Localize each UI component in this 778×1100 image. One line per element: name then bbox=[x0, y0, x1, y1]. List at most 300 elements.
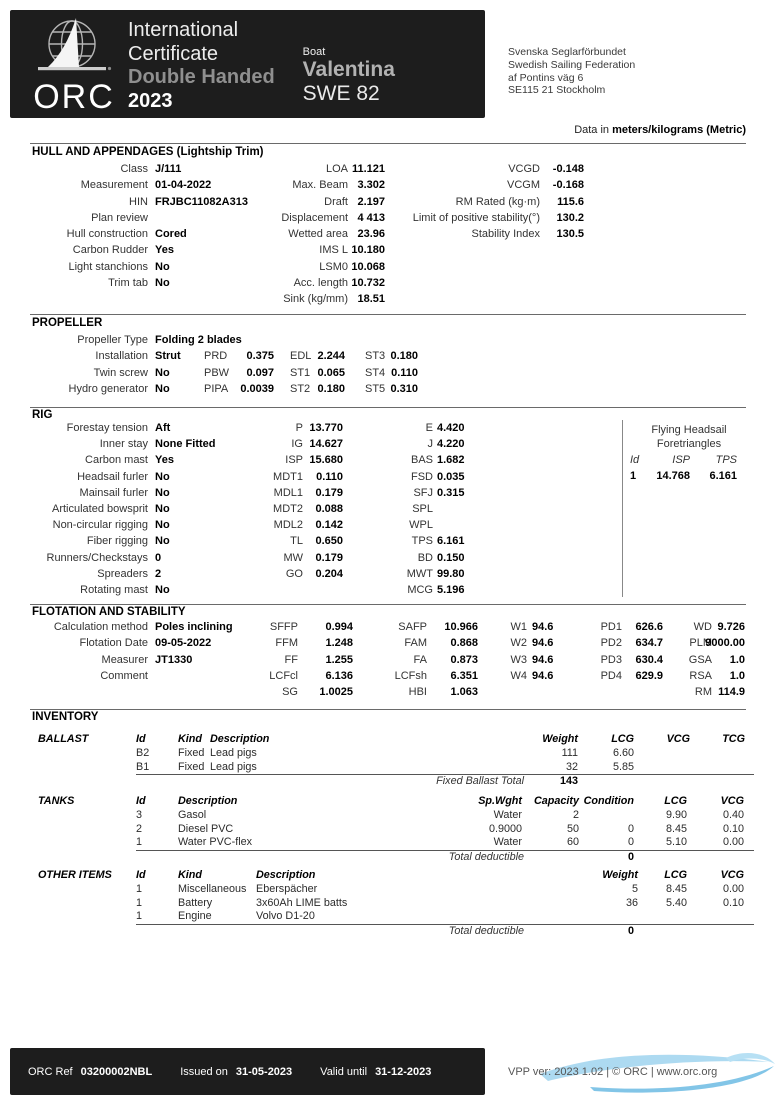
field-value: J/111 bbox=[155, 163, 182, 175]
field-value: 10.180 bbox=[351, 244, 385, 257]
issued-label: Issued on bbox=[180, 1065, 228, 1078]
field-label: Measurer bbox=[101, 653, 148, 666]
field-label: W4 bbox=[510, 669, 527, 682]
field-value: 94.6 bbox=[532, 669, 554, 682]
cell-vcg: 0.10 bbox=[722, 822, 744, 835]
field-value: 0.204 bbox=[315, 567, 343, 580]
field-value: 0.0039 bbox=[240, 382, 274, 395]
tanks-row bbox=[32, 823, 756, 837]
cell-id: 1 bbox=[136, 896, 143, 909]
field-label: ISP bbox=[285, 454, 303, 467]
flotation-row bbox=[32, 670, 746, 686]
hull-row bbox=[32, 277, 746, 293]
rig-section-title: RIG bbox=[32, 409, 53, 421]
field-value: 10.966 bbox=[444, 621, 478, 633]
field-value: 11.121 bbox=[351, 163, 385, 175]
field-value: No bbox=[155, 366, 170, 379]
field-value: 1.0 bbox=[729, 669, 745, 682]
field-value: 0.110 bbox=[316, 470, 343, 483]
section-propeller bbox=[32, 317, 746, 399]
field-label: ST2 bbox=[290, 382, 311, 395]
orc-logo-text: ORC bbox=[33, 78, 115, 116]
column-header: LCG bbox=[664, 869, 687, 881]
field-value: 0.179 bbox=[315, 551, 343, 564]
fh-value-id: 1 bbox=[630, 470, 637, 482]
address-line: af Pontins väg 6 bbox=[508, 71, 584, 84]
field-label: Comment bbox=[100, 669, 148, 682]
field-label: W3 bbox=[510, 653, 527, 666]
certificate-title-line: 2023 bbox=[128, 89, 173, 112]
field-value: Aft bbox=[155, 422, 171, 434]
hull-row bbox=[32, 261, 746, 277]
column-header: Id bbox=[136, 869, 146, 881]
cell-lcg: 8.45 bbox=[665, 883, 687, 895]
field-value: No bbox=[155, 502, 170, 515]
address-line: SE115 21 Stockholm bbox=[508, 84, 606, 97]
cell-kind: Miscellaneous bbox=[178, 883, 247, 895]
field-label: VCGD bbox=[508, 163, 540, 175]
column-header: Kind bbox=[178, 733, 202, 745]
field-value: 115.6 bbox=[557, 195, 584, 208]
field-value: 01-04-2022 bbox=[155, 179, 212, 192]
field-label: Propeller Type bbox=[77, 334, 148, 346]
hull-section-title: HULL AND APPENDAGES (Lightship Trim) bbox=[32, 146, 264, 158]
tanks-label: TANKS bbox=[38, 795, 75, 807]
field-label: WD bbox=[693, 621, 712, 633]
flotation-row bbox=[32, 686, 746, 702]
cell-vcg: 0.00 bbox=[722, 836, 744, 848]
cell-description: Volvo D1-20 bbox=[256, 910, 315, 922]
other-items-header-row bbox=[32, 869, 756, 883]
field-value: 10.068 bbox=[351, 260, 385, 273]
valid-label: Valid until bbox=[320, 1065, 368, 1078]
field-label: SPL bbox=[412, 502, 433, 515]
field-label: BD bbox=[417, 551, 433, 564]
field-value: 0.150 bbox=[437, 551, 465, 564]
certificate-title bbox=[128, 10, 275, 118]
rig-row bbox=[32, 535, 746, 551]
cell-lcg: 9.90 bbox=[665, 809, 687, 821]
cell-id: 1 bbox=[136, 910, 143, 922]
column-header: Id bbox=[136, 795, 146, 807]
metric-note bbox=[446, 124, 746, 136]
field-value: 1.0025 bbox=[319, 686, 353, 699]
field-label: PIPA bbox=[204, 382, 229, 395]
field-value: No bbox=[155, 519, 170, 532]
section-divider bbox=[30, 604, 746, 605]
cell-lcg: 5.10 bbox=[665, 836, 687, 848]
field-value: 1.063 bbox=[450, 686, 478, 699]
sail-number: SWE 82 bbox=[302, 82, 380, 105]
field-value: 626.6 bbox=[635, 621, 663, 633]
cell-id: B2 bbox=[136, 747, 150, 759]
field-value: 94.6 bbox=[532, 621, 554, 633]
field-label: LSM0 bbox=[319, 260, 348, 273]
cell-description: 3x60Ah LIME batts bbox=[256, 896, 348, 909]
field-value: 94.6 bbox=[532, 637, 554, 650]
valid-value: 31-12-2023 bbox=[375, 1065, 432, 1078]
field-label: MDL2 bbox=[273, 519, 303, 532]
field-label: LCFcl bbox=[269, 669, 298, 682]
field-label: BAS bbox=[410, 454, 433, 467]
field-value: 2 bbox=[155, 567, 162, 580]
total-value: 143 bbox=[559, 775, 578, 787]
flotation-row bbox=[32, 637, 746, 653]
flying-headsail-title-line: Foretriangles bbox=[656, 437, 722, 450]
field-label: Plan review bbox=[91, 211, 148, 224]
cell-capacity: 50 bbox=[566, 822, 579, 835]
address-line: Swedish Sailing Federation bbox=[508, 58, 636, 71]
field-label: HIN bbox=[129, 195, 148, 208]
field-label: FF bbox=[284, 653, 298, 666]
field-value: JT1330 bbox=[155, 653, 193, 666]
field-value: 4 413 bbox=[357, 211, 385, 224]
field-label: Displacement bbox=[281, 211, 348, 224]
field-value: 4.220 bbox=[437, 438, 465, 451]
cell-condition: 0 bbox=[627, 836, 634, 848]
field-label: Class bbox=[120, 163, 148, 175]
field-value: 0.035 bbox=[437, 470, 465, 483]
metric-note-prefix: Data in bbox=[574, 124, 613, 136]
rig-row bbox=[32, 503, 746, 519]
field-value: 0.994 bbox=[325, 621, 353, 633]
field-label: PD1 bbox=[600, 621, 622, 633]
field-value: 0.868 bbox=[450, 637, 478, 650]
orc-ref-value: 03200002NBL bbox=[80, 1065, 153, 1078]
field-label: RM bbox=[694, 686, 712, 699]
ballast-total-row bbox=[32, 775, 756, 791]
field-label: MDT1 bbox=[273, 470, 303, 483]
cell-description: Diesel PVC bbox=[178, 822, 234, 835]
field-label: SFFP bbox=[269, 621, 298, 633]
field-value: No bbox=[155, 486, 170, 499]
section-hull bbox=[32, 146, 746, 310]
field-value: 0.315 bbox=[437, 486, 465, 499]
column-header: Id bbox=[136, 733, 146, 745]
field-value: 0.110 bbox=[391, 366, 418, 379]
field-value: 3.302 bbox=[357, 179, 385, 192]
field-value: 0.180 bbox=[317, 382, 345, 395]
cell-sp-wght: Water bbox=[493, 809, 522, 821]
other-items-row bbox=[32, 883, 756, 897]
field-value: 6.161 bbox=[437, 535, 465, 548]
total-label: Fixed Ballast Total bbox=[436, 775, 524, 787]
field-value: FRJBC11082A313 bbox=[155, 195, 248, 208]
boat-label: Boat bbox=[302, 46, 326, 58]
field-label: W1 bbox=[510, 621, 527, 633]
cell-kind: Fixed bbox=[178, 760, 205, 773]
cell-id: 2 bbox=[136, 822, 143, 835]
tanks-table bbox=[32, 795, 756, 867]
cell-kind: Battery bbox=[178, 896, 213, 909]
field-value: 6.136 bbox=[325, 669, 353, 682]
field-label: Non-circular rigging bbox=[52, 519, 148, 532]
field-label: Installation bbox=[95, 350, 148, 363]
cell-capacity: 60 bbox=[566, 836, 579, 848]
field-label: GO bbox=[285, 567, 303, 580]
field-label: FFM bbox=[275, 637, 298, 650]
hull-row bbox=[32, 196, 746, 212]
cell-description: Gasol bbox=[178, 809, 207, 821]
field-value: 1.0 bbox=[729, 653, 745, 666]
field-label: Measurement bbox=[80, 179, 148, 192]
field-value: 0.179 bbox=[315, 486, 343, 499]
rig-row bbox=[32, 487, 746, 503]
rig-row bbox=[32, 519, 746, 535]
field-value: 4.420 bbox=[437, 422, 465, 434]
boat-block bbox=[303, 10, 395, 118]
field-value: -0.168 bbox=[552, 179, 584, 192]
field-label: MDT2 bbox=[273, 502, 303, 515]
column-header: Description bbox=[256, 869, 316, 881]
other-items-row bbox=[32, 910, 756, 924]
field-label: Spreaders bbox=[97, 567, 148, 580]
footer-bar bbox=[10, 1048, 485, 1095]
ballast-table bbox=[32, 733, 756, 791]
field-label: ST5 bbox=[365, 382, 386, 395]
field-value: No bbox=[155, 277, 170, 290]
field-value: 94.6 bbox=[532, 653, 554, 666]
field-label: Mainsail furler bbox=[79, 486, 148, 499]
field-value: 0.088 bbox=[315, 502, 343, 515]
column-header: VCG bbox=[720, 869, 744, 881]
flying-headsail-title bbox=[628, 424, 750, 451]
field-label: VCGM bbox=[507, 179, 540, 192]
field-label: SFJ bbox=[413, 486, 433, 499]
other-items-total-row bbox=[32, 925, 756, 941]
field-label: Runners/Checkstays bbox=[46, 551, 148, 564]
field-value: 0.180 bbox=[390, 350, 418, 363]
rig-row bbox=[32, 552, 746, 568]
field-label: IG bbox=[291, 438, 303, 451]
field-label: LOA bbox=[325, 163, 348, 175]
field-label: ST1 bbox=[290, 366, 311, 379]
other-items-row bbox=[32, 897, 756, 911]
field-label: PBW bbox=[204, 366, 230, 379]
column-header: Sp.Wght bbox=[478, 795, 522, 807]
cell-description: Water PVC-flex bbox=[178, 836, 252, 848]
ballast-row bbox=[32, 761, 756, 775]
section-inventory bbox=[32, 711, 746, 728]
field-value: 0.310 bbox=[390, 382, 418, 395]
section-divider bbox=[30, 407, 746, 408]
tanks-total-row bbox=[32, 851, 756, 867]
field-value: 2.197 bbox=[357, 195, 385, 208]
field-label: TPS bbox=[411, 535, 433, 548]
field-label: PLM bbox=[689, 637, 712, 650]
fh-header-isp: ISP bbox=[672, 454, 690, 466]
field-value: 634.7 bbox=[635, 637, 663, 650]
field-label: P bbox=[295, 422, 303, 434]
tanks-header-row bbox=[32, 795, 756, 809]
cell-vcg: 0.00 bbox=[722, 883, 744, 895]
rig-row bbox=[32, 568, 746, 584]
field-label: Carbon Rudder bbox=[72, 244, 148, 257]
field-label: TL bbox=[290, 535, 303, 548]
field-value: 6.351 bbox=[450, 669, 478, 682]
field-label: Trim tab bbox=[108, 277, 148, 290]
field-label: IMS L bbox=[319, 244, 348, 257]
field-value: No bbox=[155, 535, 170, 548]
field-value: 0.097 bbox=[246, 366, 274, 379]
cell-description: Lead pigs bbox=[210, 760, 257, 773]
flotation-row bbox=[32, 621, 746, 637]
field-label: Rotating mast bbox=[80, 583, 148, 596]
hull-row bbox=[32, 212, 746, 228]
field-label: PD3 bbox=[600, 653, 622, 666]
field-label: Draft bbox=[324, 195, 348, 208]
field-value: 13.770 bbox=[309, 422, 343, 434]
section-divider bbox=[30, 143, 746, 144]
hull-row bbox=[32, 244, 746, 260]
cell-weight: 5 bbox=[631, 883, 638, 895]
cell-condition: 0 bbox=[627, 822, 634, 835]
field-label: Hydro generator bbox=[68, 382, 148, 395]
cell-id: B1 bbox=[136, 760, 150, 773]
field-value: 629.9 bbox=[635, 669, 663, 682]
field-label: Max. Beam bbox=[292, 179, 348, 192]
field-label: MCG bbox=[407, 583, 433, 596]
field-label: PD2 bbox=[600, 637, 622, 650]
field-label: EDL bbox=[290, 350, 312, 363]
column-header: LCG bbox=[664, 795, 687, 807]
field-label: Limit of positive stability(°) bbox=[412, 211, 540, 224]
rig-row bbox=[32, 584, 746, 600]
certificate-header bbox=[10, 10, 485, 118]
cell-sp-wght: Water bbox=[493, 836, 522, 848]
ballast-label: BALLAST bbox=[38, 733, 89, 745]
field-label: LCFsh bbox=[394, 669, 427, 682]
hull-row bbox=[32, 293, 746, 309]
field-label: Flotation Date bbox=[79, 637, 148, 650]
field-value: 23.96 bbox=[357, 228, 385, 241]
section-flotation bbox=[32, 606, 746, 702]
ballast-header-row bbox=[32, 733, 756, 747]
section-divider bbox=[30, 709, 746, 710]
field-label: MWT bbox=[406, 567, 433, 580]
cell-lcg: 8.45 bbox=[665, 822, 687, 835]
fh-value-isp: 14.768 bbox=[656, 470, 690, 482]
field-value: 15.680 bbox=[309, 454, 343, 467]
column-header: Kind bbox=[178, 869, 202, 881]
field-label: Articulated bowsprit bbox=[52, 502, 148, 515]
field-value: 1.682 bbox=[437, 454, 465, 467]
field-label: W2 bbox=[510, 637, 527, 650]
field-label: Calculation method bbox=[53, 621, 148, 633]
field-value: 9.726 bbox=[717, 621, 745, 633]
field-value: Strut bbox=[155, 350, 181, 363]
cell-vcg: 0.40 bbox=[722, 809, 744, 821]
hull-row bbox=[32, 228, 746, 244]
column-header: LCG bbox=[611, 733, 634, 745]
field-value: 9000.00 bbox=[705, 637, 745, 650]
hull-row bbox=[32, 179, 746, 195]
column-header: Condition bbox=[583, 795, 634, 807]
other-items-table bbox=[32, 869, 756, 941]
field-label: RSA bbox=[689, 669, 712, 682]
cell-id: 3 bbox=[136, 809, 143, 821]
field-value: 114.9 bbox=[718, 686, 745, 699]
cell-sp-wght: 0.9000 bbox=[488, 822, 522, 835]
tanks-row bbox=[32, 836, 756, 850]
total-label: Total deductible bbox=[448, 924, 524, 937]
field-value: No bbox=[155, 583, 170, 596]
other-items-label: OTHER ITEMS bbox=[38, 869, 112, 881]
cell-kind: Engine bbox=[178, 910, 212, 922]
field-label: HBI bbox=[408, 686, 427, 699]
field-value: No bbox=[155, 260, 170, 273]
cell-weight: 111 bbox=[561, 747, 578, 759]
field-value: 0.650 bbox=[315, 535, 343, 548]
cell-description: Lead pigs bbox=[210, 747, 257, 759]
field-value: 0 bbox=[155, 551, 162, 564]
address-line: Svenska Seglarförbundet bbox=[508, 46, 626, 58]
cell-lcg: 5.40 bbox=[665, 896, 687, 909]
field-label: Wetted area bbox=[288, 228, 348, 241]
cell-weight: 36 bbox=[625, 896, 638, 909]
field-value: Yes bbox=[155, 454, 174, 467]
field-value: 0.873 bbox=[450, 653, 478, 666]
field-label: ST3 bbox=[365, 350, 386, 363]
field-value: 0.065 bbox=[317, 366, 345, 379]
field-value: Yes bbox=[155, 244, 174, 257]
field-value: 18.51 bbox=[357, 293, 385, 306]
field-value: 130.2 bbox=[556, 211, 584, 224]
hull-row bbox=[32, 163, 746, 179]
column-header: Description bbox=[178, 795, 238, 807]
cell-lcg: 5.85 bbox=[612, 760, 634, 773]
field-label: FSD bbox=[411, 470, 433, 483]
federation-address bbox=[508, 46, 635, 97]
field-value: -0.148 bbox=[552, 163, 584, 175]
total-label: Total deductible bbox=[448, 850, 524, 863]
field-value: No bbox=[155, 470, 170, 483]
field-label: FA bbox=[413, 653, 427, 666]
field-label: RM Rated (kg·m) bbox=[455, 195, 540, 208]
flying-headsail-divider bbox=[622, 420, 623, 597]
field-label: SG bbox=[282, 686, 298, 699]
propeller-row bbox=[32, 383, 746, 399]
field-label: PD4 bbox=[600, 669, 622, 682]
flying-headsail-title-line: Flying Headsail bbox=[651, 424, 727, 436]
field-value: Folding 2 blades bbox=[155, 334, 242, 346]
field-label: WPL bbox=[409, 519, 433, 532]
field-label: Stability Index bbox=[471, 228, 540, 241]
field-label: MDL1 bbox=[273, 486, 303, 499]
field-value: Poles inclining bbox=[155, 621, 233, 633]
field-value: None Fitted bbox=[155, 438, 216, 451]
field-label: MW bbox=[283, 551, 303, 564]
field-value: 1.248 bbox=[325, 637, 353, 650]
field-value: 0.142 bbox=[315, 519, 343, 532]
fh-header-id: Id bbox=[630, 454, 640, 466]
field-label: Headsail furler bbox=[77, 470, 148, 483]
inventory-section-title: INVENTORY bbox=[32, 711, 99, 723]
section-divider bbox=[30, 314, 746, 315]
cell-id: 1 bbox=[136, 883, 143, 895]
field-value: 14.627 bbox=[309, 438, 343, 451]
cell-description: Eberspächer bbox=[256, 883, 318, 895]
field-value: 10.732 bbox=[351, 277, 385, 290]
orc-ref-label: ORC Ref bbox=[28, 1065, 73, 1078]
column-header: Weight bbox=[602, 869, 638, 881]
cell-lcg: 6.60 bbox=[612, 747, 634, 759]
field-value: 09-05-2022 bbox=[155, 637, 212, 650]
fh-value-tps: 6.161 bbox=[709, 470, 737, 482]
flotation-row bbox=[32, 654, 746, 670]
field-label: Forestay tension bbox=[66, 422, 148, 434]
certificate-title-line: International bbox=[128, 19, 239, 41]
